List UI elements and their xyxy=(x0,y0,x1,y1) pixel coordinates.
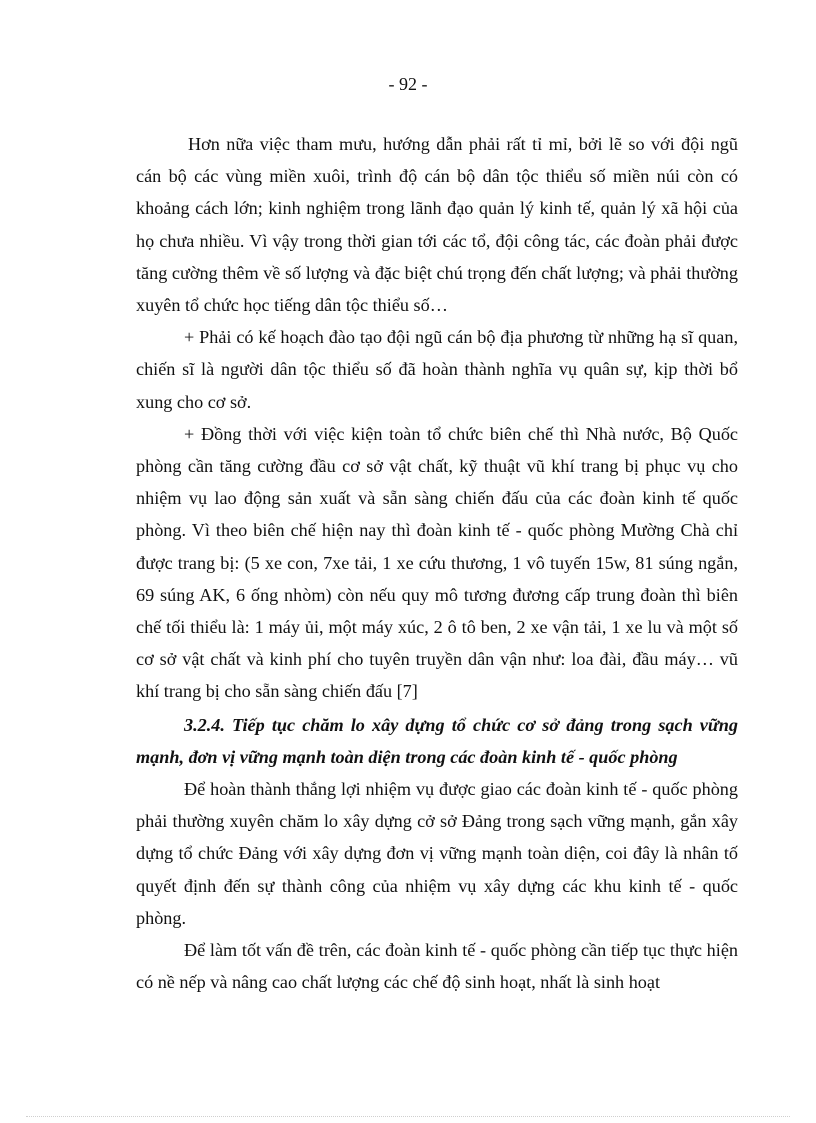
paragraph-advisory-guidance: Hơn nữa việc tham mưu, hướng dẫn phải rất tỉ mỉ, bởi lẽ so với đội ngũ cán bộ các vùng miền xuôi, trình độ cán bộ dân tộc thiểu số miền núi còn có khoảng cách lớn; kinh nghiệm trong lãnh đạo quản lý kinh tế, quản lý xã hội của họ chưa nhiều. Vì vậy trong thời gian tới các tổ, đội công tác, các đoàn phải được tăng cường thêm về số lượng và đặc biệt chú trọng đến chất lượng; và phải thường xuyên tổ chức học tiếng dân tộc thiểu số… xyxy=(136,134,738,316)
paragraph-equipment-investment: + Đồng thời với việc kiện toàn tổ chức biên chế thì Nhà nước, Bộ Quốc phòng cần tăng cường đầu cơ sở vật chất, kỹ thuật vũ khí trang bị phục vụ cho nhiệm vụ lao động sản xuất và sẵn sàng chiến đấu của các đoàn kinh tế quốc phòng. Vì theo biên chế hiện nay thì đoàn kinh tế - quốc phòng Mường Chà chỉ được trang bị: (5 xe con, 7xe tải, 1 xe cứu thương, 1 vô tuyến 15w, 81 súng ngắn, 69 súng AK, 6 ống nhòm) còn nếu quy mô tương đương cấp trung đoàn thì biên chế tối thiểu là: 1 máy ủi, một máy xúc, 2 ô tô ben, 2 xe vận tải, 1 xe lu và một số cơ sở vật chất và kinh phí cho tuyên truyền dân vận như: loa đài, đầu máy… vũ khí trang bị cho sẵn sàng chiến đấu [7] xyxy=(136,423,738,702)
paragraph-continued-implementation: Để làm tốt vấn đề trên, các đoàn kinh tế - quốc phòng cần tiếp tục thực hiện có nề nếp và nâng cao chất lượng các chế độ sinh hoạt, nhất là sinh hoạt xyxy=(136,940,738,993)
page-bottom-divider xyxy=(26,1116,790,1117)
paragraph-party-building: Để hoàn thành thắng lợi nhiệm vụ được giao các đoàn kinh tế - quốc phòng phải thường xuyên chăm lo xây dựng cở sở Đảng trong sạch vững mạnh, gắn xây dựng tổ chức Đảng với xây dựng đơn vị vững mạnh toàn diện, coi đây là nhân tố quyết định đến sự thành công của nhiệm vụ xây dựng các khu kinh tế - quốc phòng. xyxy=(136,779,738,928)
paragraph-local-cadre-training: + Phải có kế hoạch đào tạo đội ngũ cán bộ địa phương từ những hạ sĩ quan, chiến sĩ là người dân tộc thiểu số đã hoàn thành nghĩa vụ quân sự, kịp thời bổ xung cho cơ sở. xyxy=(136,327,738,412)
page-number: - 92 - xyxy=(388,74,428,94)
document-body xyxy=(136,128,738,998)
section-heading-3-2-4: 3.2.4. Tiếp tục chăm lo xây dựng tổ chức cơ sở đảng trong sạch vững mạnh, đơn vị vững mạnh toàn diện trong các đoàn kinh tế - quốc phòng xyxy=(136,714,738,767)
